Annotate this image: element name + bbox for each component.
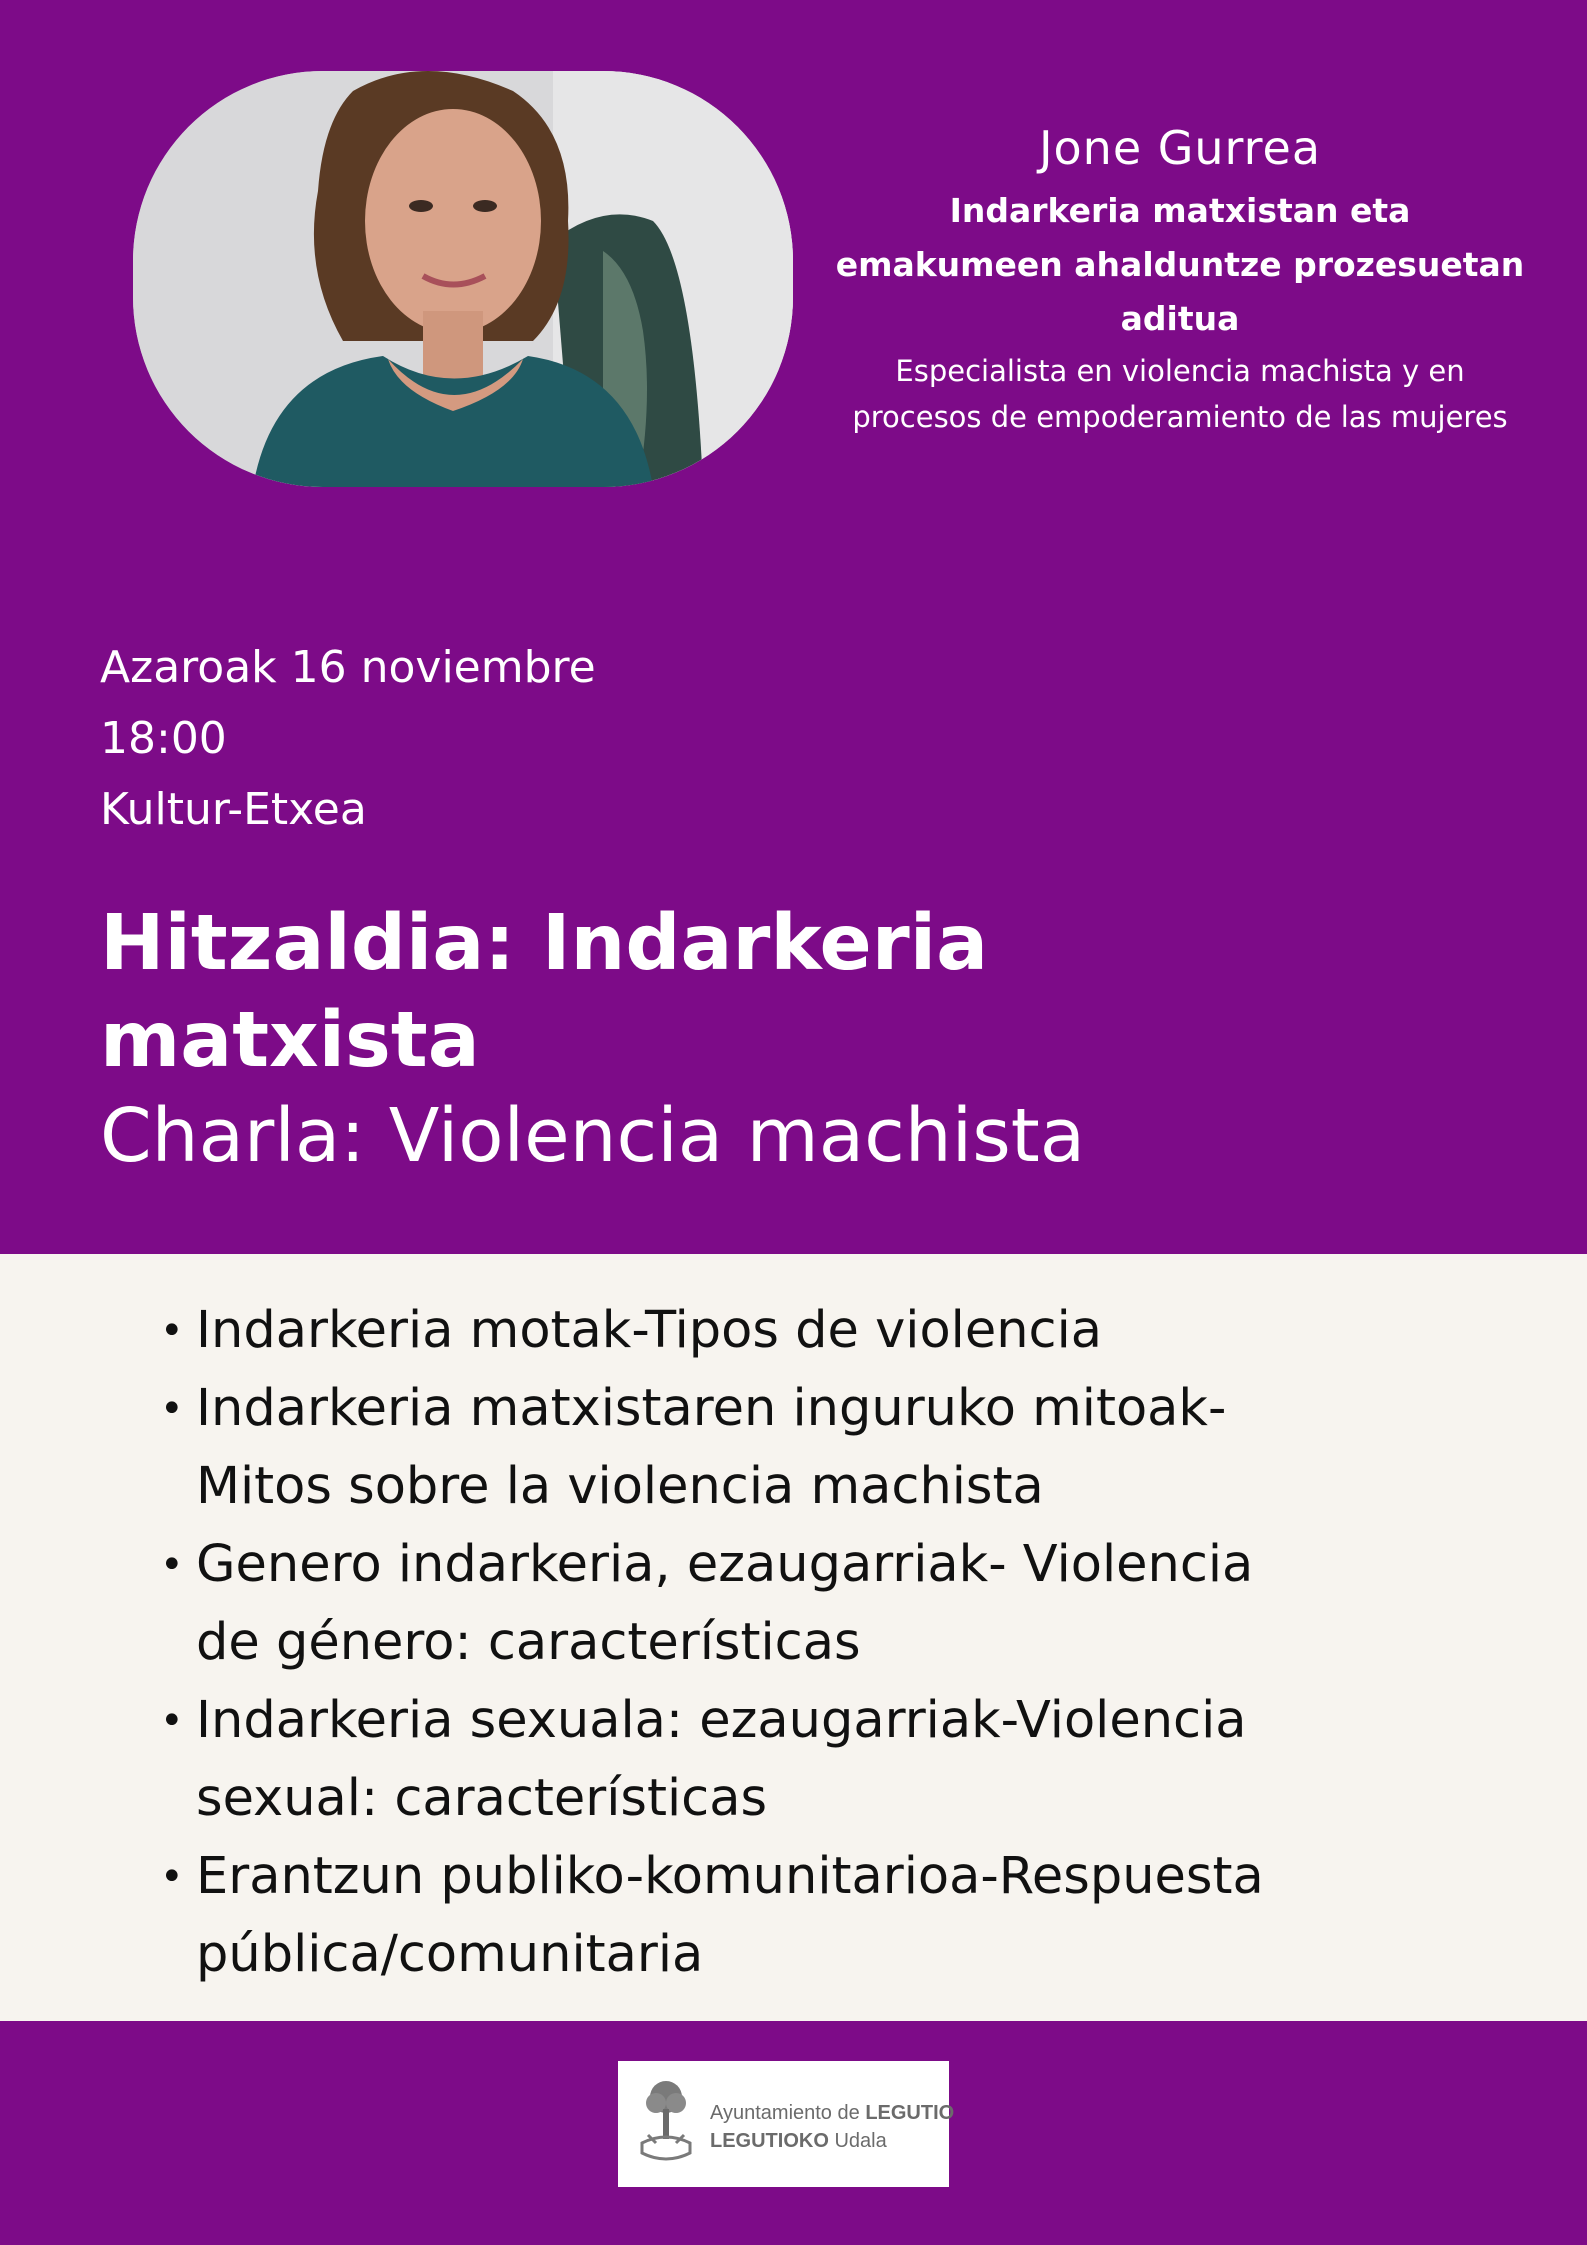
talk-title-line: matxista: [100, 996, 480, 1085]
topic-line: sexual: características: [196, 1769, 768, 1828]
speaker-role-basque-line: emakumeen ahalduntze prozesuetan: [835, 245, 1525, 284]
logo-line-1-prefix: Ayuntamiento de: [710, 2102, 860, 2124]
event-time: 18:00: [100, 713, 227, 764]
list-item: [160, 1838, 1400, 1994]
footer-section: [0, 2021, 1587, 2245]
topic-line: de género: características: [196, 1613, 861, 1672]
list-item: [160, 1292, 1400, 1370]
list-item: [160, 1526, 1400, 1682]
talk-subtitle: Charla: Violencia machista: [100, 1093, 1086, 1179]
topics-section: [0, 1254, 1587, 2021]
speaker-photo: [133, 71, 793, 487]
speaker-info: [820, 118, 1540, 440]
topic-line: Genero indarkeria, ezaugarriak- Violencia: [196, 1535, 1254, 1594]
speaker-name: Jone Gurrea: [1038, 121, 1322, 175]
topic-line: Indarkeria matxistaren inguruko mitoak-: [196, 1379, 1227, 1438]
speaker-role-basque-line: aditua: [1120, 299, 1240, 338]
speaker-role-spanish-line: procesos de empoderamiento de las mujeres: [852, 400, 1508, 434]
list-item: [160, 1682, 1400, 1838]
logo-line-2-name: LEGUTIOKO: [710, 2130, 829, 2152]
topic-line: Erantzun publiko-komunitarioa-Respuesta: [196, 1847, 1264, 1906]
speaker-role-basque-line: Indarkeria matxistan eta: [949, 191, 1411, 230]
bullet-icon: •: [160, 1542, 184, 1588]
event-place: Kultur-Etxea: [100, 784, 367, 835]
logo-line-1: [710, 2099, 954, 2127]
event-info: [100, 632, 596, 845]
bullet-icon: •: [160, 1308, 184, 1354]
talk-title-line: Hitzaldia: Indarkeria: [100, 899, 989, 988]
topics-list: [160, 1292, 1400, 1994]
tree-emblem-icon: [634, 2073, 698, 2173]
speaker-role-basque: [820, 184, 1540, 346]
logo-text: [710, 2099, 954, 2155]
municipality-logo: [618, 2061, 955, 2187]
speaker-role-spanish-line: Especialista en violencia machista y en: [895, 354, 1465, 388]
event-date: Azaroak 16 noviembre: [100, 642, 596, 693]
speaker-portrait-illustration: [133, 71, 793, 487]
speaker-role-spanish: [820, 348, 1540, 440]
topic-line: Indarkeria motak-Tipos de violencia: [196, 1301, 1102, 1360]
topic-line: Indarkeria sexuala: ezaugarriak-Violencia: [196, 1691, 1247, 1750]
bullet-icon: •: [160, 1854, 184, 1900]
logo-line-2-suffix: Udala: [834, 2130, 887, 2152]
talk-title: [100, 895, 1200, 1089]
bullet-icon: •: [160, 1386, 184, 1432]
logo-line-1-name: LEGUTIO: [865, 2102, 955, 2124]
logo-line-2: [710, 2127, 954, 2155]
topic-line: pública/comunitaria: [196, 1925, 704, 1984]
list-item: [160, 1370, 1400, 1526]
topic-line: Mitos sobre la violencia machista: [196, 1457, 1044, 1516]
bullet-icon: •: [160, 1698, 184, 1744]
